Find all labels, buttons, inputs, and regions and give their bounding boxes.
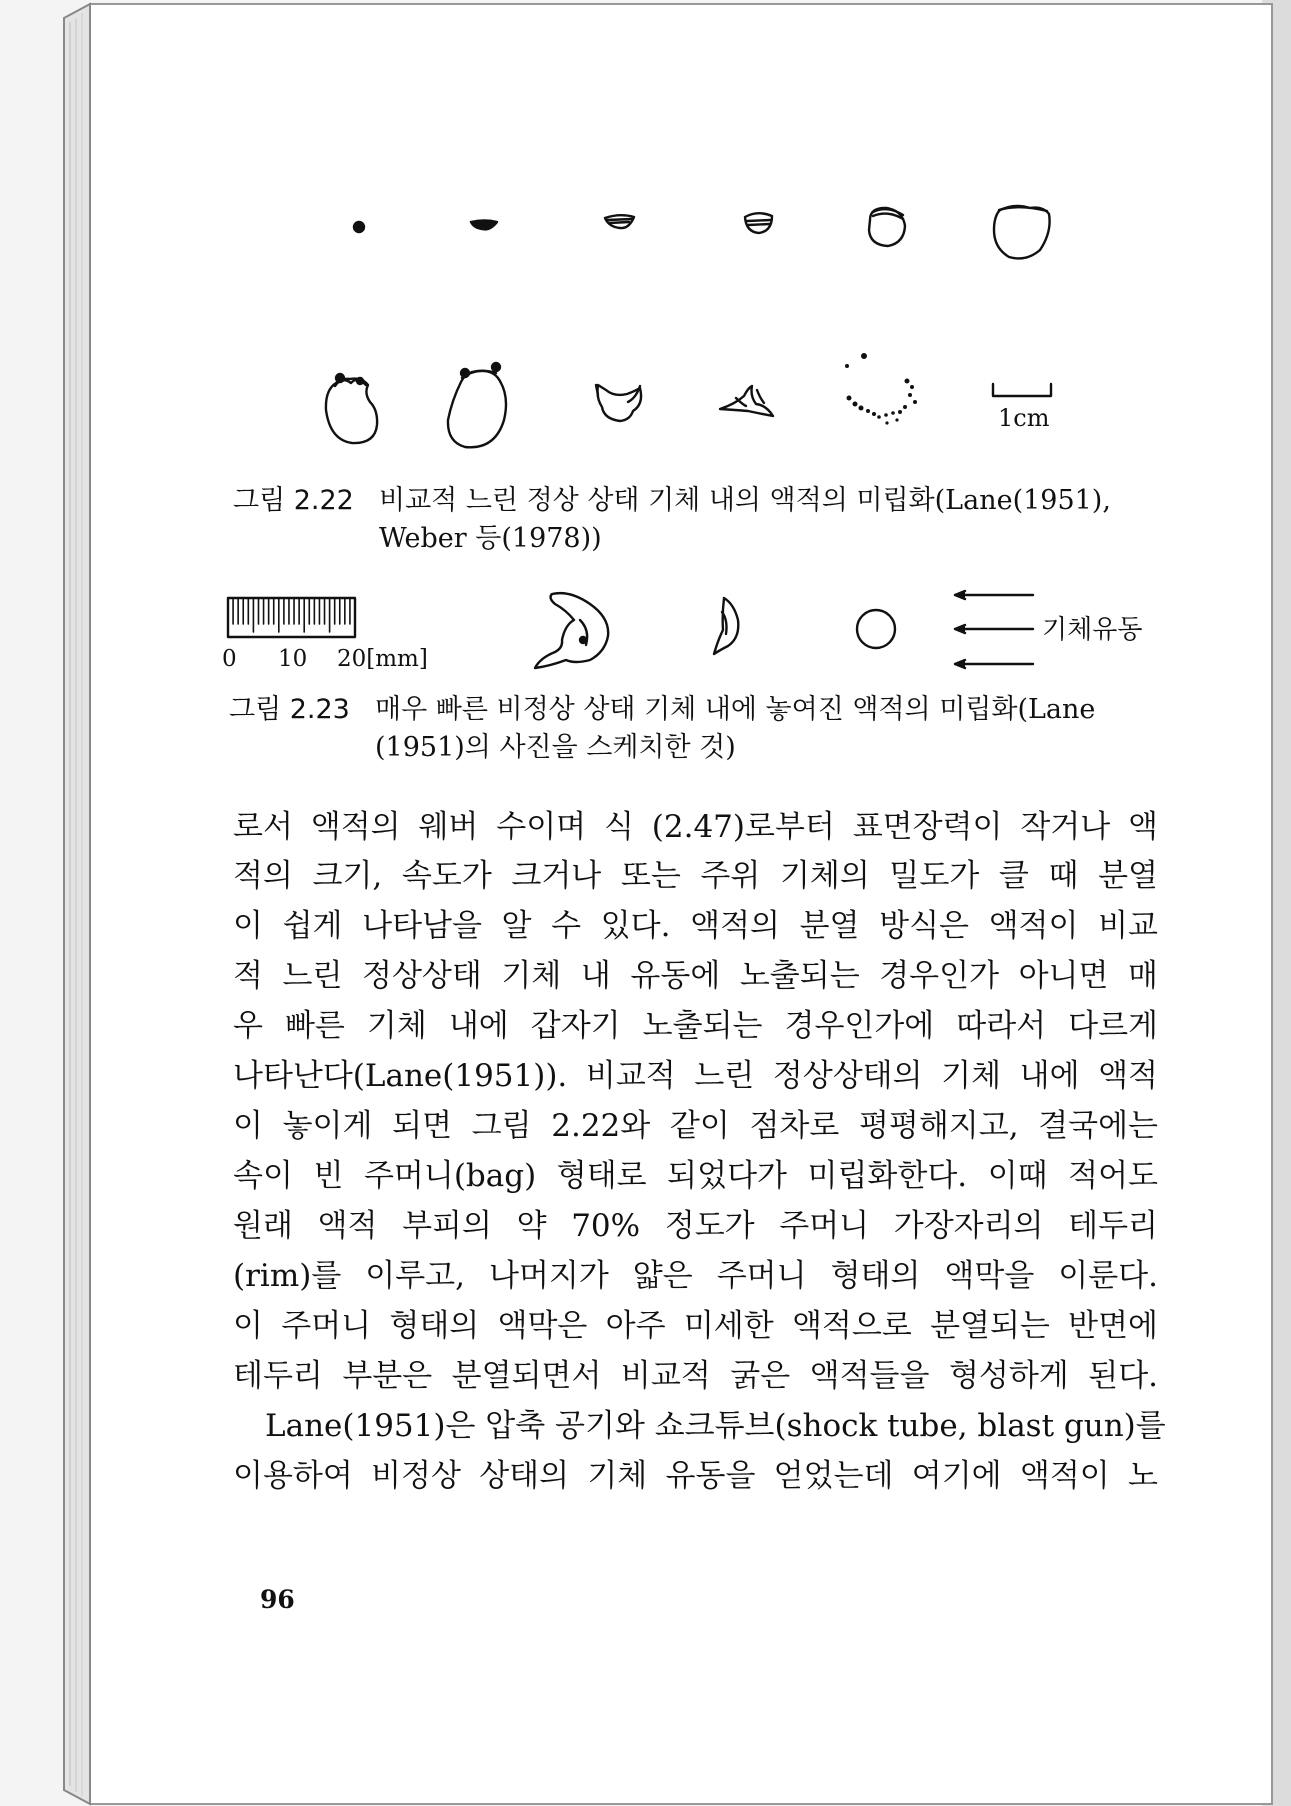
body-line: Lane(1951)은 압축 공기와 쇼크튜브(shock tube, blast gun)를 — [265, 1408, 1166, 1444]
page-number: 96 — [260, 1585, 295, 1614]
scale-label-1cm: 1cm — [998, 404, 1050, 432]
body-line: (rim)를 이루고, 나머지가 얇은 주머니 형태의 액막을 이룬다. — [233, 1258, 1158, 1294]
figure-2-23-caption-line2: (1951)의 사진을 스케치한 것) — [375, 732, 736, 763]
figure-2-22-caption-line1: 비교적 느린 정상 상태 기체 내의 액적의 미립화(Lane(1951), — [379, 485, 1111, 516]
ruler — [228, 598, 355, 637]
droplet-stage-8 — [448, 371, 506, 447]
body-line: 우 빠른 기체 내에 갑자기 노출되는 경우인가에 따라서 다르게 — [233, 1008, 1158, 1044]
body-line: 로서 액적의 웨버 수이며 식 (2.47)로부터 표면장력이 작거나 액 — [233, 809, 1158, 845]
droplet-stage-2 — [471, 221, 497, 230]
body-line: 이 쉽게 나타남을 알 수 있다. 액적의 분열 방식은 액적이 비교 — [233, 908, 1158, 944]
figure-2-22-number: 그림 2.22 — [233, 485, 354, 516]
scale-bar-1cm — [993, 384, 1051, 396]
body-line: 속이 빈 주머니(bag) 형태로 되었다가 미립화한다. 이때 적어도 — [233, 1158, 1158, 1194]
droplet-undisturbed — [857, 610, 895, 648]
droplet-stage-9 — [598, 385, 642, 421]
body-line: 원래 액적 부피의 약 70% 정도가 주머니 가장자리의 테두리 — [233, 1208, 1158, 1244]
flow-label: 기체유동 — [1042, 615, 1143, 645]
gas-flow-arrows — [955, 591, 1033, 668]
body-line: 이 놓이게 되면 그림 2.22와 같이 점차로 평평해지고, 결국에는 — [233, 1108, 1158, 1144]
figure-2-22-caption — [233, 482, 1173, 554]
droplet-stage-1 — [354, 222, 364, 232]
body-line: 적의 크기, 속도가 크거나 또는 주위 기체의 밀도가 클 때 분열 — [233, 858, 1158, 894]
figure-2-23-caption — [229, 691, 1169, 763]
ruler-label-0: 0 — [222, 646, 237, 672]
droplet-stage-6 — [994, 206, 1050, 259]
droplet-stage-11 — [845, 353, 917, 425]
figure-2-23-drawing — [0, 575, 1291, 685]
body-line: 이 주머니 형태의 액막은 아주 미세한 액적으로 분열되는 반면에 — [233, 1308, 1158, 1344]
droplet-deformed-large — [535, 593, 608, 668]
droplet-stage-10 — [720, 386, 773, 416]
body-line: 이용하여 비정상 상태의 기체 유동을 얻었는데 여기에 액적이 노 — [233, 1458, 1158, 1494]
body-line: 테두리 부분은 분열되면서 비교적 굵은 액적들을 형성하게 된다. — [233, 1358, 1158, 1394]
body-line: 적 느린 정상상태 기체 내 유동에 노출되는 경우인가 아니면 매 — [233, 958, 1158, 994]
figure-2-22-caption-line2: Weber 등(1978)) — [379, 523, 602, 554]
ruler-label-10: 10 — [278, 646, 308, 672]
ruler-label-20: 20[mm] — [337, 646, 428, 672]
droplet-stage-7 — [326, 379, 377, 443]
figure-2-23-number: 그림 2.23 — [229, 694, 350, 725]
body-line: 나타난다(Lane(1951)). 비교적 느린 정상상태의 기체 내에 액적 — [233, 1058, 1158, 1094]
figure-2-23-caption-line1: 매우 빠른 비정상 상태 기체 내에 놓여진 액적의 미립화(Lane — [375, 694, 1096, 725]
figure-2-22-drawing — [0, 0, 1291, 470]
ruler-frame — [228, 598, 355, 637]
